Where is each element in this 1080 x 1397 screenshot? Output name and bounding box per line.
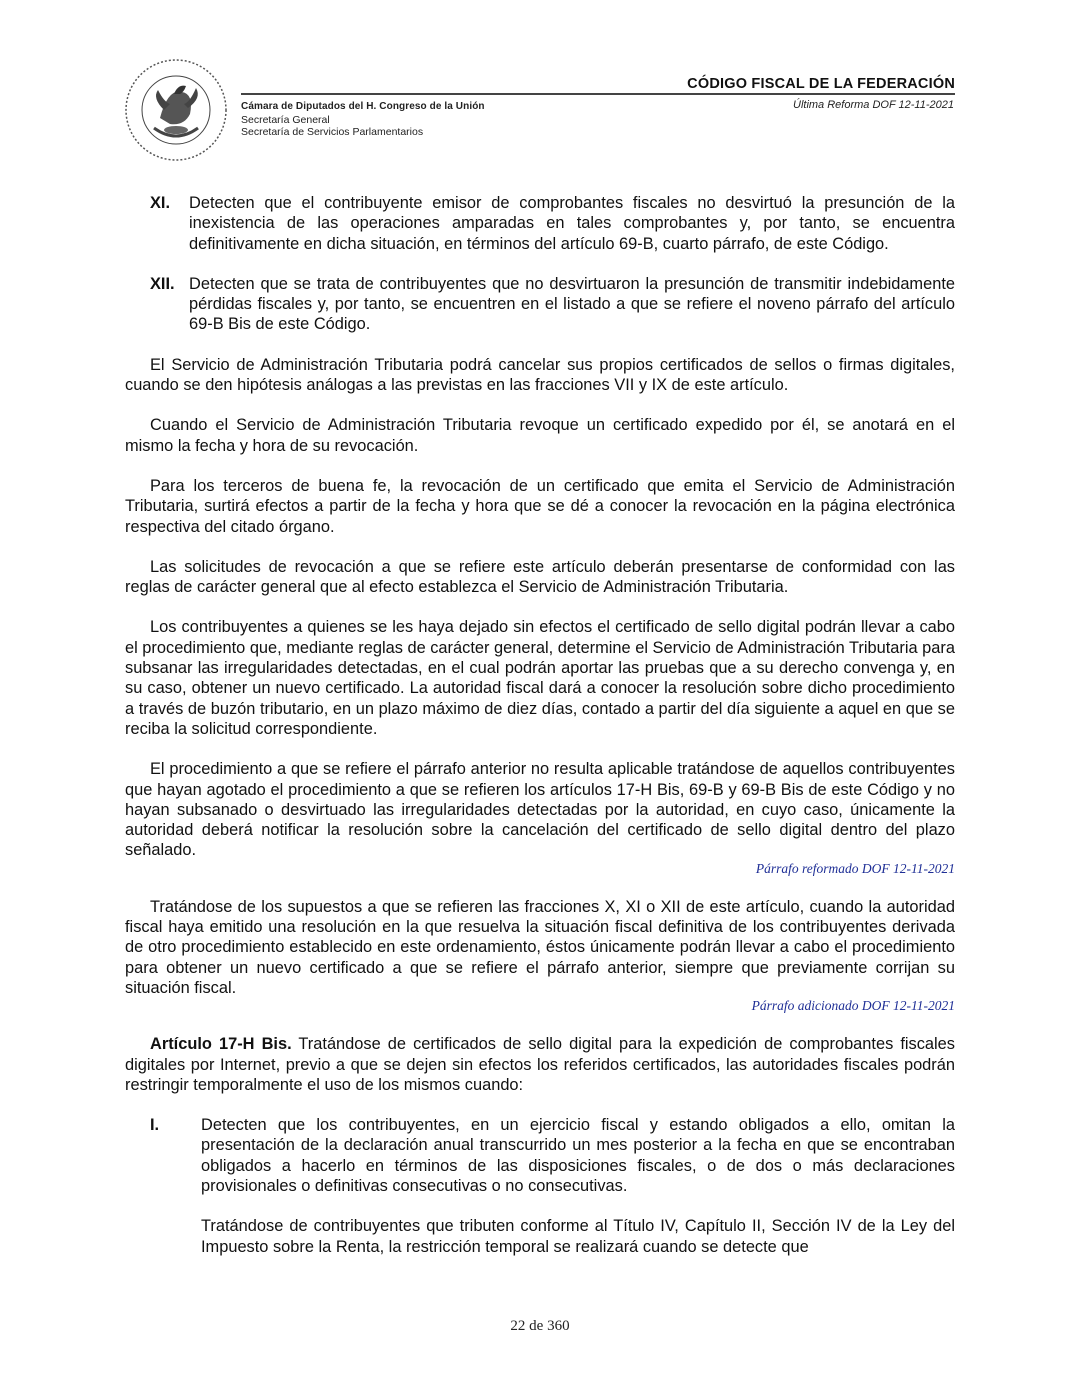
fraction-i (125, 1115, 955, 1257)
last-reform-date: Última Reforma DOF 12-11-2021 (793, 99, 954, 111)
header-rule (241, 93, 955, 95)
article-title: Artículo 17-H Bis. (150, 1035, 292, 1054)
fraction-text-continued: Tratándose de contribuyentes que tributen conforme al Título IV, Capítulo II, Sección IV de la Ley del Impuesto sobre la Renta, la restricción temporal se realizará cuando se detecte que (201, 1217, 955, 1256)
paragraph: El procedimiento a que se refiere el párrafo anterior no resulta aplicable tratándose de aquellos contribuyentes que hayan agotado el procedimiento a que se refieren los artículos 17-H Bis, 69-B y 69-B Bis de este Código y no hayan subsanado o desvirtuado las irregularidades detectadas por la autoridad, en cuyo caso, únicamente la autoridad deberá notificar la resolución sobre la cancelación del certificado de sello digital dentro del plazo señalado. (125, 760, 955, 860)
fraction-xii (125, 274, 955, 335)
paragraph: Las solicitudes de revocación a que se refiere este artículo deberán presentarse de conformidad con las reglas de carácter general que al efecto establezca el Servicio de Administración Tributaria. (125, 557, 955, 597)
fraction-number: XI. (150, 194, 171, 212)
reform-note: Párrafo reformado DOF 12-11-2021 (755, 860, 955, 876)
article-text: Tratándose de certificados de sello digital para la expedición de comprobantes fiscales digitales por Internet, previo a que se dejen sin efectos los referidos certificados, las autoridades fiscales podrán restringir temporalmente el uso de los mismos cuando: (125, 1035, 955, 1094)
fraction-text: Detecten que se trata de contribuyentes que no desvirtuaron la presunción de transmitir indebidamente pérdidas fiscales y, por tanto, se encuentren en el listado a que se refiere el noveno párrafo del artículo 69-B Bis de este Código. (189, 274, 955, 334)
document-title: CÓDIGO FISCAL DE LA FEDERACIÓN (687, 76, 955, 92)
fraction-text: Detecten que los contribuyentes, en un ejercicio fiscal y estando obligados a ello, omitan la presentación de la declaración anual transcurrido un mes posterior a la fecha en que se encontraban obligados a hacerlo en términos de las disposiciones fiscales, o de dos o más declaraciones provisionales o definitivas consecutivas o no consecutivas. (201, 1116, 955, 1195)
mexican-coat-of-arms-seal (124, 58, 228, 162)
paragraph: Tratándose de los supuestos a que se refieren las fracciones X, XI o XII de este artículo, cuando la autoridad fiscal haya emitido una resolución en la que resuelva la situación fiscal definitiva de los contribuyentes derivada de otro procedimiento establecido en este ordenamiento, éstos únicamente podrán llevar a cabo el procedimiento para obtener un nuevo certificado a que se refiere el párrafo anterior, siempre que previamente corrijan su situación fiscal. (125, 897, 955, 997)
paragraph: Para los terceros de buena fe, la revocación de un certificado que emita el Servicio de Administración Tributaria, surtirá efectos a partir de la fecha y hora que se dé a conocer la revocación en la página electrónica respectiva del citado órgano. (125, 476, 955, 536)
article-paragraph (125, 1034, 955, 1095)
addition-note: Párrafo adicionado DOF 12-11-2021 (751, 998, 955, 1014)
fraction-number: I. (150, 1116, 160, 1135)
fraction-text: Detecten que el contribuyente emisor de comprobantes fiscales no desvirtuó la presunción de la inexistencia de las operaciones amparadas en tales comprobantes y, por tanto, se encuentra definitivamente en dicha situación, en términos del artículo 69-B, cuarto párrafo, de este Código. (189, 194, 955, 253)
department-general: Secretaría General (241, 113, 330, 126)
fraction-number: XII. (150, 274, 175, 293)
page-number: 22 de 360 (510, 1318, 570, 1334)
page-body (125, 193, 955, 1277)
institution-block (241, 101, 485, 139)
paragraph: Cuando el Servicio de Administración Tributaria revoque un certificado expedido por él, se anotará en el mismo la fecha y hora de su revocación. (125, 416, 955, 455)
paragraph: El Servicio de Administración Tributaria podrá cancelar sus propios certificados de sellos o firmas digitales, cuando se den hipótesis análogas a las previstas en las fracciones VII y IX de este artículo. (125, 355, 955, 395)
institution-name: Cámara de Diputados del H. Congreso de la Unión (241, 101, 485, 112)
department-parliamentary: Secretaría de Servicios Parlamentarios (241, 126, 424, 138)
fraction-xi (125, 193, 955, 254)
paragraph: Los contribuyentes a quienes se les haya dejado sin efectos el certificado de sello digital podrán llevar a cabo el procedimiento que, mediante reglas de carácter general, determine el Servicio de Administración Tributaria para subsanar las irregularidades detectadas, en el cual podrán aportar las pruebas que a su derecho convenga y, en su caso, obtener un nuevo certificado. La autoridad fiscal dará a conocer la resolución sobre dicho procedimiento a través de buzón tributario, en un plazo máximo de diez días, contado a partir del día siguiente a aquel en que se reciba la solicitud correspondiente. (125, 618, 955, 738)
